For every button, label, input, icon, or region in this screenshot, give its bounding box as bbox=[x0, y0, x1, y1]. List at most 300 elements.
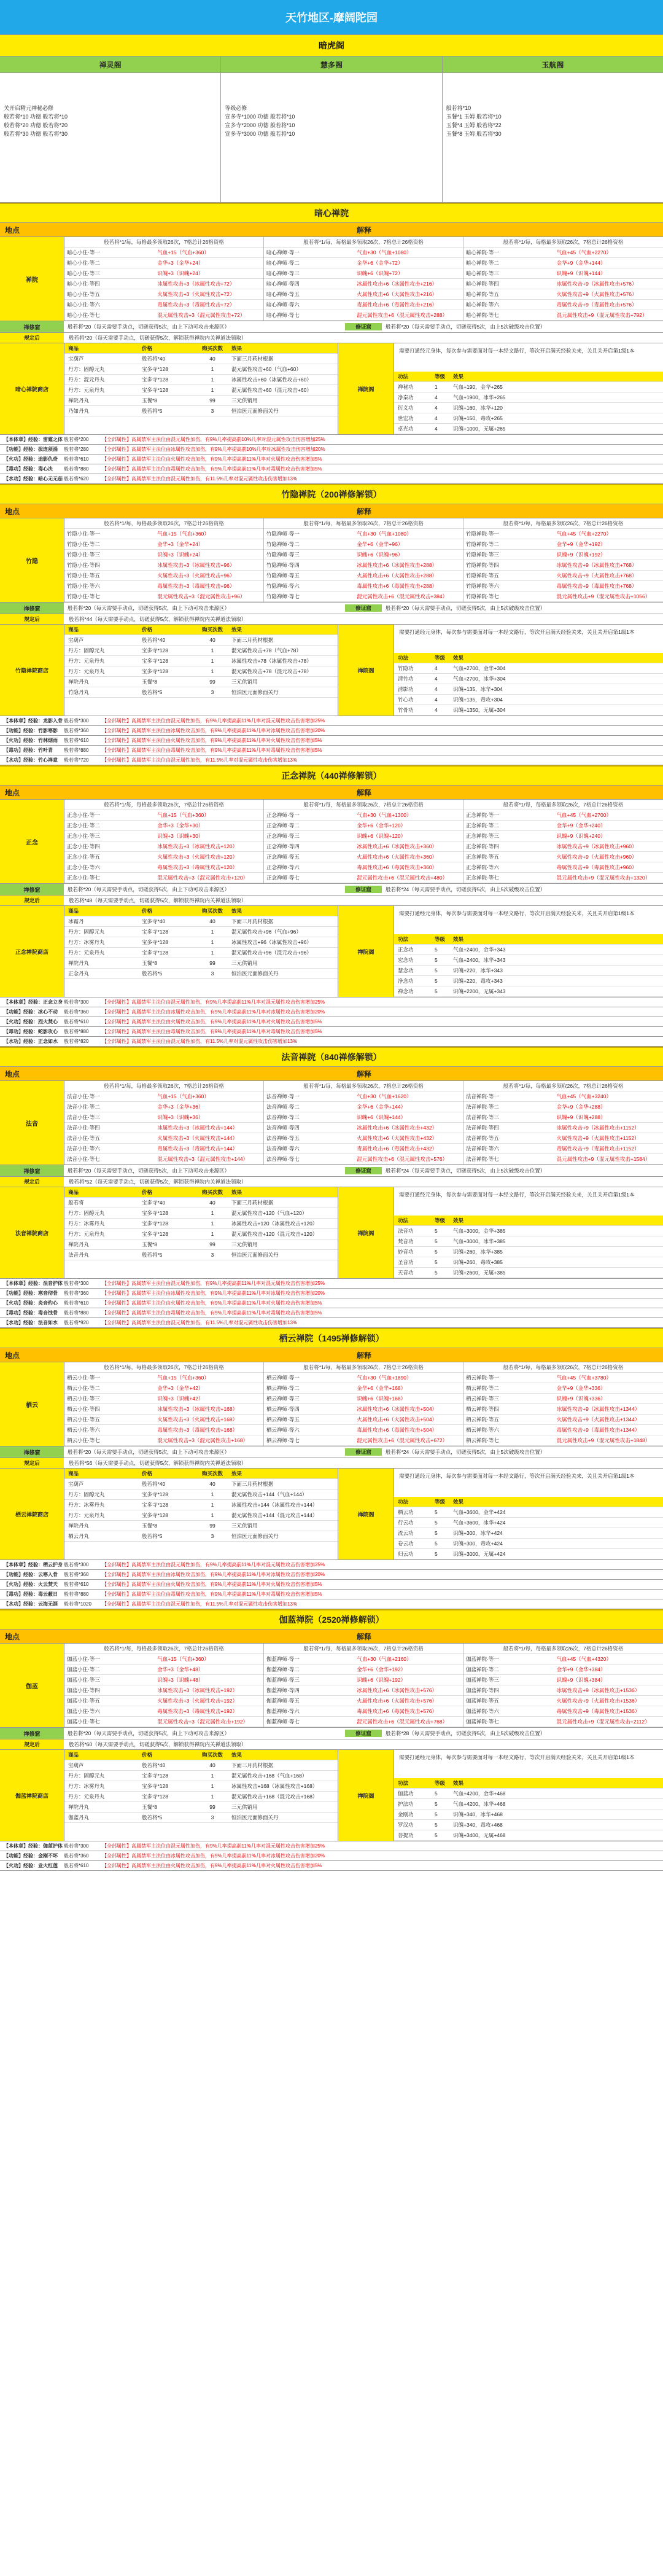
equip-name: 【本体章】经验：雷霆之体 bbox=[4, 437, 63, 442]
equip-row bbox=[0, 1560, 663, 1570]
skill-cell: 识魄+300，冰华+424 bbox=[453, 1530, 503, 1536]
monster-name: 栖云禅院·等六 bbox=[466, 1427, 499, 1433]
shop-cell: 混元属性攻击+78（混元攻击+78） bbox=[231, 668, 312, 674]
monster-reward: 识魄+9（识魄+288） bbox=[556, 1114, 606, 1120]
skill-header-cell: 功法 bbox=[398, 1217, 409, 1224]
monster-reward: 混元属性攻击+9（混元属性攻击+1056） bbox=[556, 593, 651, 599]
monster-column bbox=[64, 1644, 264, 1727]
monster-row bbox=[463, 1435, 663, 1446]
shop-row[interactable] bbox=[64, 396, 338, 406]
monster-reward: 火属性攻击+9（火属性攻击+1536） bbox=[556, 1698, 640, 1704]
section bbox=[0, 203, 663, 484]
shop-header-cell: 商品 bbox=[68, 345, 79, 351]
shop-cell: 宝多寺*128 bbox=[142, 1773, 168, 1779]
shop-row[interactable] bbox=[64, 948, 338, 958]
monster-name: 竹隐禅师·等二 bbox=[266, 541, 300, 547]
skill-row bbox=[394, 1528, 663, 1539]
monster-row bbox=[64, 873, 263, 883]
shop-cell: 宝葫芦 bbox=[68, 637, 84, 643]
monster-name: 暗心禅院·等五 bbox=[466, 291, 499, 297]
shop-cell: 3 bbox=[211, 689, 214, 695]
equip-name: 【水功】经验：竹心禅意 bbox=[4, 757, 58, 763]
monster-reward: 识魄+3（识魄+42） bbox=[157, 1395, 204, 1402]
monster-name: 法音小住·等六 bbox=[67, 1146, 100, 1152]
equip-row bbox=[0, 1007, 663, 1017]
rule-label: 规定后 bbox=[0, 1177, 64, 1187]
monster-reward: 火属性攻击+3（火属性攻击+120） bbox=[157, 854, 238, 860]
monster-name: 栖云禅师·等六 bbox=[266, 1427, 300, 1433]
monster-reward: 混元属性攻击+6（混元属性攻击+288） bbox=[357, 312, 448, 318]
shop-cell: 禅院丹丸 bbox=[68, 1523, 90, 1529]
monster-name: 栖云小住·等二 bbox=[67, 1385, 100, 1391]
shop-row[interactable] bbox=[64, 1479, 338, 1489]
skill-cell: 卓光功 bbox=[398, 426, 414, 432]
equip-effect: 【全部属性】高属禁军主法位由混元属性加伤，有11.5%几率对混元属性攻击伤害增加13% bbox=[102, 1039, 298, 1044]
shop-cell: 丹方：元泉丹丸 bbox=[68, 950, 105, 956]
shop-row[interactable] bbox=[64, 635, 338, 646]
shop-cell: 1 bbox=[211, 929, 214, 935]
monster-reward: 毒属性攻击+9（毒属性攻击+1152） bbox=[556, 1146, 640, 1152]
shop-row[interactable] bbox=[64, 375, 338, 385]
monster-name: 法音禅院·等六 bbox=[466, 1146, 499, 1152]
equip-name: 【本体章】经验：正念立身 bbox=[4, 999, 63, 1005]
monster-name: 法音小住·等四 bbox=[67, 1125, 100, 1131]
monster-reward: 金华+3（金华+36） bbox=[157, 1104, 204, 1110]
monster-row bbox=[64, 831, 263, 841]
shop-row[interactable] bbox=[64, 1489, 338, 1500]
monster-row bbox=[264, 560, 463, 571]
shop-header-cell: 商品 bbox=[68, 908, 79, 914]
shop-cell: 丹方：固醇元丸 bbox=[68, 1210, 105, 1216]
skill-cell: 气血+3600，冰华+424 bbox=[453, 1520, 506, 1526]
monster-area-label: 伽蓝 bbox=[0, 1644, 64, 1727]
shop-row[interactable] bbox=[64, 1802, 338, 1813]
shop-cell: 宝多寺*128 bbox=[142, 939, 168, 945]
monster-column-note: 般若将*1/每，每格最多领取26次，7格总计26格资格 bbox=[264, 518, 463, 529]
skill-cell: 4 bbox=[435, 697, 438, 703]
monster-grid bbox=[64, 1081, 663, 1165]
monster-name: 法音小住·等一 bbox=[67, 1093, 100, 1099]
monster-name: 竹隐禅院·等三 bbox=[466, 552, 499, 558]
equip-row bbox=[0, 1861, 663, 1871]
shop-row[interactable] bbox=[64, 916, 338, 927]
equip-effect: 【全部属性】高属禁军主法位由混元属性加伤，有9%几率提高前11%几率对混元属性攻击伤害增加25% bbox=[102, 999, 325, 1005]
monster-row bbox=[463, 1383, 663, 1394]
shop-row[interactable] bbox=[64, 1521, 338, 1531]
monster-name: 竹隐禅师·等三 bbox=[266, 552, 300, 558]
shop-cell: 40 bbox=[209, 1481, 215, 1487]
skill-row bbox=[394, 663, 663, 674]
monster-row bbox=[64, 1091, 263, 1102]
shop-row[interactable] bbox=[64, 969, 338, 979]
skill-row bbox=[394, 1820, 663, 1830]
monster-column bbox=[64, 800, 264, 883]
shop-cell: 宝葫芦 bbox=[68, 356, 84, 362]
shop-row[interactable] bbox=[64, 1813, 338, 1823]
monster-row bbox=[264, 529, 463, 539]
skill-cell: 圣音功 bbox=[398, 1259, 414, 1265]
explain-label: 解释 bbox=[356, 1069, 371, 1079]
shop-cell: 冰属性攻击+168（冰属性攻击+168） bbox=[231, 1783, 318, 1789]
boss-right-text: 般若将*20（每天需要手动点，切磋获得5次，由上5次破级攻击位置） bbox=[386, 605, 546, 611]
monster-name: 暗心禅师·等二 bbox=[266, 260, 300, 266]
skill-cell: 5 bbox=[435, 1822, 438, 1828]
monster-row bbox=[64, 1394, 263, 1404]
skill-cell: 5 bbox=[435, 1520, 438, 1526]
skill-cell: 5 bbox=[435, 1249, 438, 1255]
shop-row[interactable] bbox=[64, 1792, 338, 1802]
skill-cell: 5 bbox=[435, 988, 438, 994]
shop-row[interactable] bbox=[64, 687, 338, 698]
shop-row[interactable] bbox=[64, 406, 338, 416]
equip-effect: 【全部属性】高属禁军主法位由混元属性加伤，有9%几率提高前11%几率对混元属性攻击伤害增加25% bbox=[102, 1843, 325, 1849]
skill-cell: 4 bbox=[435, 415, 438, 421]
shop-row[interactable] bbox=[64, 937, 338, 948]
intro-line: 玉餐*4 玉姆 般若将*22 bbox=[446, 122, 502, 128]
monster-area-label: 禅院 bbox=[0, 237, 64, 321]
equip-effect: 【全部属性】高属禁军主法位由火属性攻击加伤，有9%几率提高前11%几率对火属性攻击伤害增加5% bbox=[102, 1582, 322, 1587]
monster-reward: 金华+9（金华+240） bbox=[556, 822, 606, 829]
monster-column bbox=[463, 1362, 663, 1446]
monster-name: 正念小住·等二 bbox=[67, 822, 100, 829]
equip-row bbox=[0, 726, 663, 736]
shop-row[interactable] bbox=[64, 646, 338, 656]
shop-cell: 1 bbox=[211, 1502, 214, 1508]
shop-label: 法音禅院商店 bbox=[0, 1187, 64, 1278]
shop-row[interactable] bbox=[64, 1500, 338, 1510]
boss-left-text: 般若将*20（每天需要手动点，切磋获得5次，由上下动可攻击来源区） bbox=[68, 605, 230, 611]
equip-name: 【火功】经验：业火红莲 bbox=[4, 1863, 58, 1868]
equip-price: 般若将*300 bbox=[64, 1562, 89, 1567]
skill-header-row bbox=[394, 1497, 663, 1507]
monster-row bbox=[463, 1665, 663, 1675]
sections-container bbox=[0, 203, 663, 1871]
spot-label: 地点 bbox=[5, 1632, 20, 1641]
skill-cell: 5 bbox=[435, 1811, 438, 1817]
skill-cell: 气血+1900，冰华+265 bbox=[453, 394, 506, 400]
monster-row bbox=[264, 810, 463, 821]
monster-reward: 金华+3（金华+24） bbox=[157, 541, 204, 547]
shop-cell: 下面三月药材根据 bbox=[231, 1481, 274, 1487]
shop-header-cell: 商品 bbox=[68, 1752, 79, 1758]
monster-name: 法音禅师·等一 bbox=[266, 1093, 300, 1099]
skill-header-row bbox=[394, 372, 663, 382]
shop-cell: 冰霜丹 bbox=[68, 918, 84, 924]
monster-name: 竹隐禅院·等一 bbox=[466, 531, 499, 537]
shop-cell: 下面三月药材根据 bbox=[231, 637, 274, 643]
shop-row[interactable] bbox=[64, 656, 338, 666]
monster-reward: 冰属性攻击+9（冰属性攻击+1152） bbox=[556, 1125, 640, 1131]
monster-reward: 混元属性攻击+9（混元属性攻击+2112） bbox=[556, 1719, 650, 1725]
monster-reward: 识魄+3（识魄+24） bbox=[157, 270, 204, 276]
monster-row bbox=[264, 821, 463, 831]
monster-name: 竹隐小住·等六 bbox=[67, 583, 100, 589]
monster-reward: 识魄+9（识魄+336） bbox=[556, 1395, 606, 1402]
monster-name: 伽蓝小住·等二 bbox=[67, 1666, 100, 1672]
monster-name: 栖云禅院·等二 bbox=[466, 1385, 499, 1391]
skill-cell: 归云功 bbox=[398, 1551, 414, 1557]
monster-name: 伽蓝禅师·等七 bbox=[266, 1719, 300, 1725]
monster-reward: 识魄+9（识魄+144） bbox=[556, 270, 606, 276]
monster-row bbox=[64, 1717, 263, 1727]
monster-reward: 冰属性攻击+3（冰属性攻击+168） bbox=[157, 1406, 238, 1412]
shop-cell: 法音丹丸 bbox=[68, 1252, 90, 1258]
column-header-3: 玉航阁 bbox=[541, 60, 564, 69]
rule-label: 规定后 bbox=[0, 333, 64, 343]
shop-row[interactable] bbox=[64, 1510, 338, 1521]
monster-reward: 冰属性攻击+9（冰属性攻击+1344） bbox=[556, 1406, 640, 1412]
shop-row[interactable] bbox=[64, 1781, 338, 1792]
monster-reward: 毒属性攻击+6（毒属性攻击+216） bbox=[357, 302, 438, 308]
monster-reward: 毒属性攻击+3（毒属性攻击+96） bbox=[157, 583, 235, 589]
skill-cell: 5 bbox=[435, 1228, 438, 1234]
shop-row[interactable] bbox=[64, 1229, 338, 1239]
monster-name: 法音禅师·等七 bbox=[266, 1156, 300, 1162]
skill-cell: 宏念功 bbox=[398, 957, 414, 963]
shop-cell: 玉餐*8 bbox=[142, 679, 158, 685]
monster-name: 栖云小住·等七 bbox=[67, 1437, 100, 1443]
shop-mid-label: 禅院阁 bbox=[338, 343, 394, 434]
monster-reward: 金华+6（金华+168） bbox=[357, 1385, 406, 1391]
skill-cell: 识魄+260，毒攻+385 bbox=[453, 1259, 503, 1265]
monster-reward: 火属性攻击+6（火属性攻击+288） bbox=[357, 572, 438, 579]
shop-row[interactable] bbox=[64, 958, 338, 969]
equip-name: 【本体章】经验：栖云护身 bbox=[4, 1562, 63, 1567]
shop-row[interactable] bbox=[64, 927, 338, 937]
skill-cell: 5 bbox=[435, 978, 438, 984]
monster-reward: 识魄+3（识魄+24） bbox=[157, 552, 204, 558]
skill-header-cell: 效果 bbox=[453, 1499, 464, 1505]
monster-column-note: 般若将*1/每，每格最多领取26次，7格总计26格资格 bbox=[64, 237, 263, 248]
rule-row bbox=[0, 333, 663, 343]
monster-row bbox=[64, 1112, 263, 1123]
skill-header-cell: 效果 bbox=[453, 936, 464, 942]
monster-row bbox=[64, 279, 263, 289]
skill-cell: 识魄+135，毒攻+304 bbox=[453, 697, 503, 703]
shop-cell: 40 bbox=[209, 637, 215, 643]
section-title: 伽蓝禅院（2520禅修解锁） bbox=[0, 1609, 663, 1630]
boss-right-text: 般若将*24（每天需要手动点，切磋获得5次，由上5次破级攻击位置） bbox=[386, 1449, 546, 1455]
skill-row bbox=[394, 674, 663, 684]
monster-reward: 火属性攻击+3（火属性攻击+192） bbox=[157, 1698, 238, 1704]
monster-row bbox=[264, 1654, 463, 1665]
monster-row bbox=[264, 1415, 463, 1425]
skill-cell: 识魄+260，冰华+385 bbox=[453, 1249, 503, 1255]
equip-effect: 【全部属性】高属禁军主法位由火属性攻击加伤，有9%几率提高前11%几率对火属性攻击伤害增加5% bbox=[102, 738, 322, 743]
shop-header-cell: 效果 bbox=[231, 1752, 242, 1758]
shop-cell: 宝多寺*128 bbox=[142, 929, 168, 935]
monster-row bbox=[264, 1685, 463, 1696]
monster-row bbox=[463, 1123, 663, 1133]
monster-reward: 识魄+6（识魄+72） bbox=[357, 270, 403, 276]
equip-price: 般若将*360 bbox=[64, 1853, 89, 1859]
skill-cell: 识魄+220，冰华+343 bbox=[453, 967, 503, 974]
monster-row bbox=[463, 1685, 663, 1696]
shop-row[interactable] bbox=[64, 1208, 338, 1219]
shop-cell: 般若将*40 bbox=[142, 1481, 166, 1487]
monster-row bbox=[64, 1144, 263, 1154]
monster-row bbox=[463, 1144, 663, 1154]
boss-row bbox=[0, 1446, 663, 1458]
rule-label: 规定后 bbox=[0, 896, 64, 905]
shop-header-cell: 购买次数 bbox=[201, 626, 223, 633]
monster-reward: 冰属性攻击+9（冰属性攻击+960） bbox=[556, 843, 637, 849]
spot-label: 地点 bbox=[5, 788, 20, 797]
skill-cell: 竹骨功 bbox=[398, 707, 414, 713]
monster-reward: 混元属性攻击+9（混元属性攻击+792） bbox=[556, 312, 648, 318]
shop-cell: 般若将*5 bbox=[142, 1533, 163, 1539]
skill-cell: 正念功 bbox=[398, 946, 414, 953]
skill-row bbox=[394, 945, 663, 955]
rule-text: 般若将*20（每天需要手动点，切磋获得5次，解锁获得禅院内关禅道法领取） bbox=[69, 335, 247, 341]
monster-reward: 识魄+9（识魄+240） bbox=[556, 833, 606, 839]
shop-row[interactable] bbox=[64, 1239, 338, 1250]
equip-effect: 【全部属性】高属禁军主法位由混元属性加伤，有9%几率提高前11%几率对混元属性攻击伤害增加25% bbox=[102, 1281, 325, 1286]
monster-name: 正念禅院·等六 bbox=[466, 864, 499, 870]
monster-column-note: 般若将*1/每，每格最多领取26次，7格总计26格资格 bbox=[463, 237, 663, 248]
monster-row bbox=[463, 1404, 663, 1415]
monster-column-note: 般若将*1/每，每格最多领取26次，7格总计26格资格 bbox=[64, 1081, 263, 1091]
spot-label: 地点 bbox=[5, 507, 20, 516]
monster-row bbox=[264, 310, 463, 321]
monster-name: 伽蓝禅院·等四 bbox=[466, 1687, 499, 1693]
monster-reward: 识魄+6（识魄+192） bbox=[357, 1677, 406, 1683]
shop-row[interactable] bbox=[64, 666, 338, 677]
explain-label: 解释 bbox=[356, 225, 371, 235]
rule-text: 般若将*48（每天需要手动点，切磋获得5次，解锁获得禅院内关禅道法领取） bbox=[69, 897, 247, 904]
shop-row[interactable] bbox=[64, 385, 338, 396]
monster-column bbox=[463, 800, 663, 883]
skill-row bbox=[394, 684, 663, 695]
skill-cell: 气血+2400，金华+343 bbox=[453, 946, 506, 953]
monster-row bbox=[463, 550, 663, 560]
monster-reward: 混元属性攻击+6（混元属性攻击+480） bbox=[357, 875, 448, 881]
section-title: 暗心禅院 bbox=[0, 203, 663, 223]
equip-name: 【水功】经验：法音如水 bbox=[4, 1320, 58, 1325]
monster-column-note: 般若将*1/每，每格最多领取26次，7格总计26格资格 bbox=[463, 1081, 663, 1091]
monster-column bbox=[463, 518, 663, 602]
shop-block bbox=[0, 625, 663, 716]
equip-name: 【火功】经验：炎音灼心 bbox=[4, 1300, 58, 1306]
shop-cell: 伽蓝丹丸 bbox=[68, 1814, 90, 1821]
skill-cell: 识魄+1000，无属+265 bbox=[453, 426, 506, 432]
equip-name: 【火功】经验：烈火焚心 bbox=[4, 1019, 58, 1025]
shop-cell: 3 bbox=[211, 408, 214, 414]
boss-mid-label: 修证窟 bbox=[345, 1730, 382, 1737]
shop-row[interactable] bbox=[64, 1250, 338, 1260]
shop-cell: 宝多寺*128 bbox=[142, 1512, 168, 1518]
shop-row[interactable] bbox=[64, 354, 338, 364]
equip-price: 般若将*820 bbox=[64, 1039, 89, 1044]
skill-cell: 气血+4200，金华+468 bbox=[453, 1790, 506, 1797]
shop-cell: 1 bbox=[211, 1220, 214, 1227]
equip-price: 般若将*280 bbox=[64, 447, 89, 452]
monster-reward: 识魄+3（识魄+30） bbox=[157, 833, 204, 839]
shop-label: 正念禅院商店 bbox=[0, 906, 64, 997]
monster-column bbox=[64, 1081, 264, 1165]
equip-row bbox=[0, 1037, 663, 1047]
boss-text bbox=[64, 884, 663, 895]
shop-row[interactable] bbox=[64, 677, 338, 687]
monster-name: 正念禅师·等六 bbox=[266, 864, 300, 870]
intro-line: 般若将*30 功德 般若将*30 bbox=[4, 131, 68, 137]
monster-row bbox=[463, 289, 663, 300]
monster-reward: 金华+9（金华+144） bbox=[556, 260, 606, 266]
shop-cell: 宝多寺*128 bbox=[142, 668, 168, 674]
monster-column bbox=[64, 1362, 264, 1446]
shop-row[interactable] bbox=[64, 1760, 338, 1771]
rule-label: 规定后 bbox=[0, 1458, 64, 1468]
shop-row[interactable] bbox=[64, 1198, 338, 1208]
monster-row bbox=[463, 1373, 663, 1383]
equip-name: 【毒功】经验：毒音蚀骨 bbox=[4, 1310, 58, 1316]
equip-name: 【火功】经验：竹林烟雨 bbox=[4, 738, 58, 743]
monster-reward: 金华+9（金华+336） bbox=[556, 1385, 606, 1391]
shop-cell: 下面三月药材根据 bbox=[231, 1762, 274, 1768]
monster-reward: 冰属性攻击+6（冰属性攻击+576） bbox=[357, 1687, 438, 1693]
shop-cell: 1 bbox=[211, 1793, 214, 1800]
monster-row bbox=[463, 248, 663, 258]
monster-reward: 毒属性攻击+9（毒属性攻击+960） bbox=[556, 864, 637, 870]
shop-cell: 丹方：固醇元丸 bbox=[68, 366, 105, 372]
equip-row bbox=[0, 435, 663, 445]
monster-name: 竹隐小住·等一 bbox=[67, 531, 100, 537]
intro-col-2 bbox=[221, 73, 442, 202]
monster-row bbox=[463, 529, 663, 539]
intro-line: 般若将*10 功德 般若将*10 bbox=[4, 114, 68, 120]
shop-header-cell: 购买次数 bbox=[201, 345, 223, 351]
shop-row[interactable] bbox=[64, 1771, 338, 1781]
shop-cell: 1 bbox=[211, 668, 214, 674]
monster-row bbox=[264, 1394, 463, 1404]
monster-row bbox=[264, 268, 463, 279]
section-title: 正念禅院（440禅修解锁） bbox=[0, 765, 663, 786]
skill-row bbox=[394, 986, 663, 997]
monster-row bbox=[64, 581, 263, 591]
shop-cell: 混元属性攻击+96（气血+96） bbox=[231, 929, 301, 935]
shop-cell: 1 bbox=[211, 950, 214, 956]
boss-mid-label: 修证窟 bbox=[345, 604, 382, 612]
shop-cell: 禅院丹丸 bbox=[68, 679, 90, 685]
boss-row bbox=[0, 321, 663, 333]
monster-reward: 冰属性攻击+3（冰属性攻击+144） bbox=[157, 1125, 238, 1131]
equip-effect: 【全部属性】高属禁军主法位由混元属性加伤，有11.5%几率对混元属性攻击伤害增加13% bbox=[102, 757, 298, 763]
skill-cell: 气血+2700，冰华+304 bbox=[453, 676, 506, 682]
monster-column-note: 般若将*1/每，每格最多领取26次，7格总计26格资格 bbox=[463, 800, 663, 810]
monster-block bbox=[0, 237, 663, 321]
monster-column bbox=[64, 237, 264, 321]
monster-row bbox=[64, 1425, 263, 1435]
shop-row[interactable] bbox=[64, 1531, 338, 1542]
shop-cell: 三元供销用 bbox=[231, 960, 258, 966]
shop-row[interactable] bbox=[64, 1219, 338, 1229]
equip-name: 【功能】经验：寒音彻骨 bbox=[4, 1290, 58, 1296]
skill-row bbox=[394, 382, 663, 392]
skill-row bbox=[394, 1247, 663, 1257]
skill-cell: 识魄+340，冰华+468 bbox=[453, 1811, 503, 1817]
shop-cell: 1 bbox=[211, 658, 214, 664]
monster-column bbox=[64, 518, 264, 602]
monster-row bbox=[463, 821, 663, 831]
shop-cell: 冰属性攻击+120（冰属性攻击+120） bbox=[231, 1220, 318, 1227]
footer-spacer bbox=[0, 1871, 663, 1895]
monster-reward: 气血+15（气血+360） bbox=[157, 812, 209, 818]
shop-row[interactable] bbox=[64, 364, 338, 375]
boss-left-text: 般若将*20（每天需要手动点，切磋获得5次，由上下动可攻击来源区） bbox=[68, 324, 230, 330]
monster-row bbox=[264, 1112, 463, 1123]
boss-mid-label: 修证窟 bbox=[345, 1448, 382, 1456]
monster-row bbox=[264, 1102, 463, 1112]
